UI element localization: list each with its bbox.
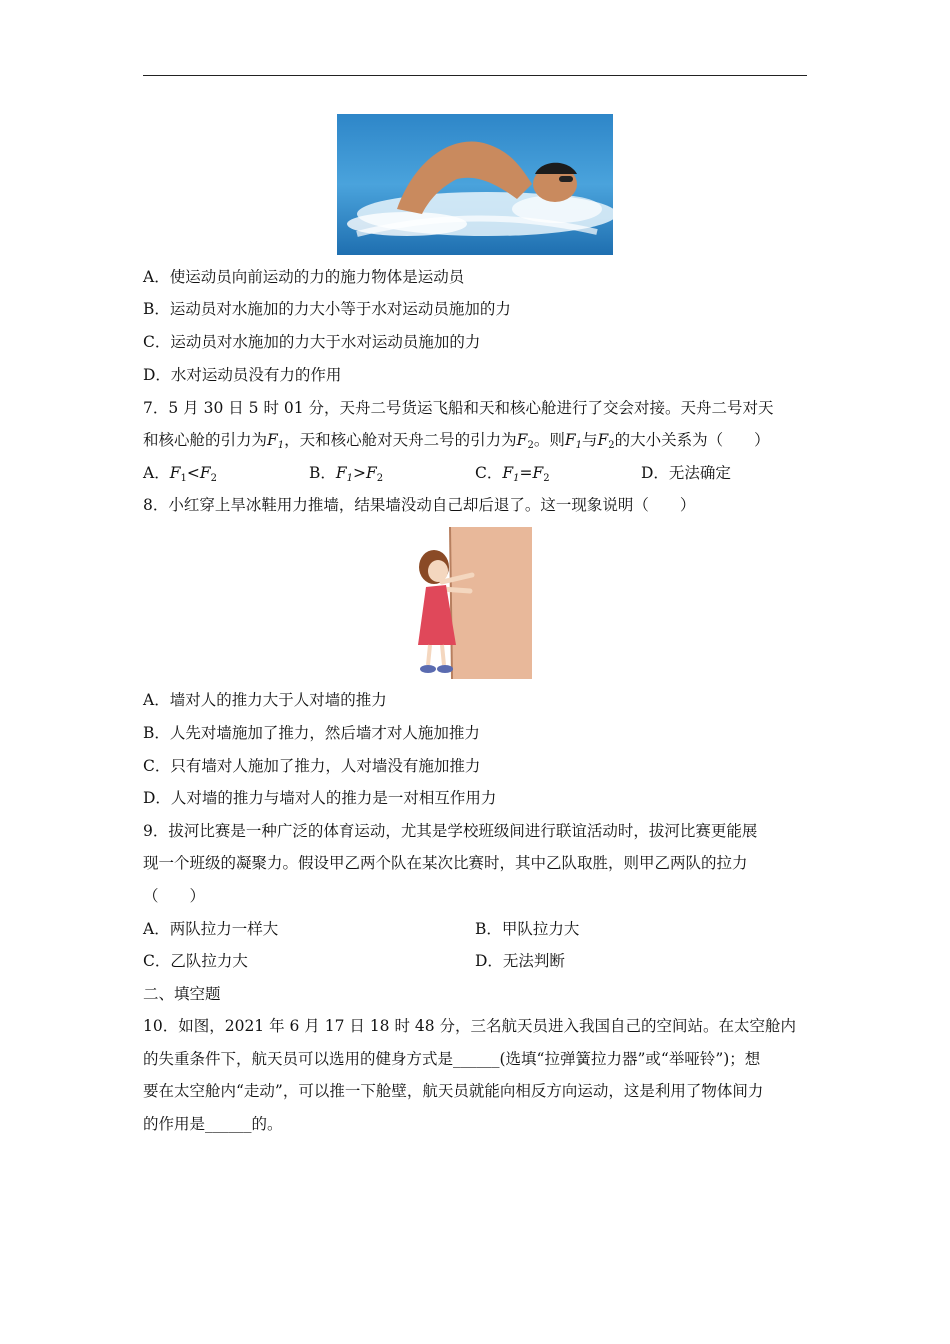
q9-option-b: B．甲队拉力大	[475, 920, 580, 938]
q8-option-a: A．墙对人的推力大于人对墙的推力	[143, 691, 387, 709]
q9-option-c: C．乙队拉力大	[143, 952, 248, 970]
q7-stem-line1: 7．5 月 30 日 5 时 01 分，天舟二号货运飞船和天和核心舱进行了交会对接。天舟二号对天	[143, 399, 774, 417]
swimmer-image	[337, 114, 613, 255]
q8-option-d: D．人对墙的推力与墙对人的推力是一对相互作用力	[143, 789, 497, 807]
q8-option-c: C．只有墙对人施加了推力，人对墙没有施加推力	[143, 757, 481, 775]
q10-line2: 的失重条件下，航天员可以选用的健身方式是______(选填“拉弹簧拉力器”或“举哑铃”)；想	[143, 1050, 761, 1068]
q8-stem: 8．小红穿上旱冰鞋用力推墙，结果墙没动自己却后退了。这一现象说明（ ）	[143, 496, 696, 514]
q7-option-c: C．$F_1=F_2$	[475, 464, 550, 484]
girl-pushing-wall-image	[412, 527, 532, 679]
q7-option-a: A．$F_1<F_2$	[143, 464, 217, 484]
q6-option-a: A．使运动员向前运动的力的施力物体是运动员	[143, 268, 465, 286]
q10-line4: 的作用是______的。	[143, 1115, 283, 1133]
q9-stem-line3: （ ）	[143, 887, 206, 905]
q9-stem-line1: 9．拔河比赛是一种广泛的体育运动，尤其是学校班级间进行联谊活动时，拔河比赛更能展	[143, 822, 758, 840]
q6-option-b: B．运动员对水施加的力大小等于水对运动员施加的力	[143, 300, 511, 318]
q9-option-d: D．无法判断	[475, 952, 565, 970]
q6-option-d: D．水对运动员没有力的作用	[143, 366, 342, 384]
header-rule	[143, 75, 807, 76]
q10-line1: 10．如图，2021 年 6 月 17 日 18 时 48 分，三名航天员进入我国自己的空间站。在太空舱内	[143, 1017, 797, 1035]
q7-option-d: D．无法确定	[641, 464, 731, 482]
q6-option-c: C．运动员对水施加的力大于水对运动员施加的力	[143, 333, 481, 351]
q7-option-b: B．$F_1>F_2$	[309, 464, 384, 484]
q8-option-b: B．人先对墙施加了推力，然后墙才对人施加推力	[143, 724, 480, 742]
q9-option-a: A．两队拉力一样大	[143, 920, 279, 938]
q9-stem-line2: 现一个班级的凝聚力。假设甲乙两个队在某次比赛时，其中乙队取胜，则甲乙两队的拉力	[143, 854, 748, 872]
q10-line3: 要在太空舱内“走动”，可以推一下舱壁，航天员就能向相反方向运动，这是利用了物体间力	[143, 1082, 764, 1100]
section-heading: 二、填空题	[143, 985, 221, 1003]
q7-stem-line2: 和核心舱的引力为$F_1$，天和核心舱对天舟二号的引力为$F_2$。则$F_1$与$F_2$的大小关系为（ ）	[143, 431, 770, 451]
